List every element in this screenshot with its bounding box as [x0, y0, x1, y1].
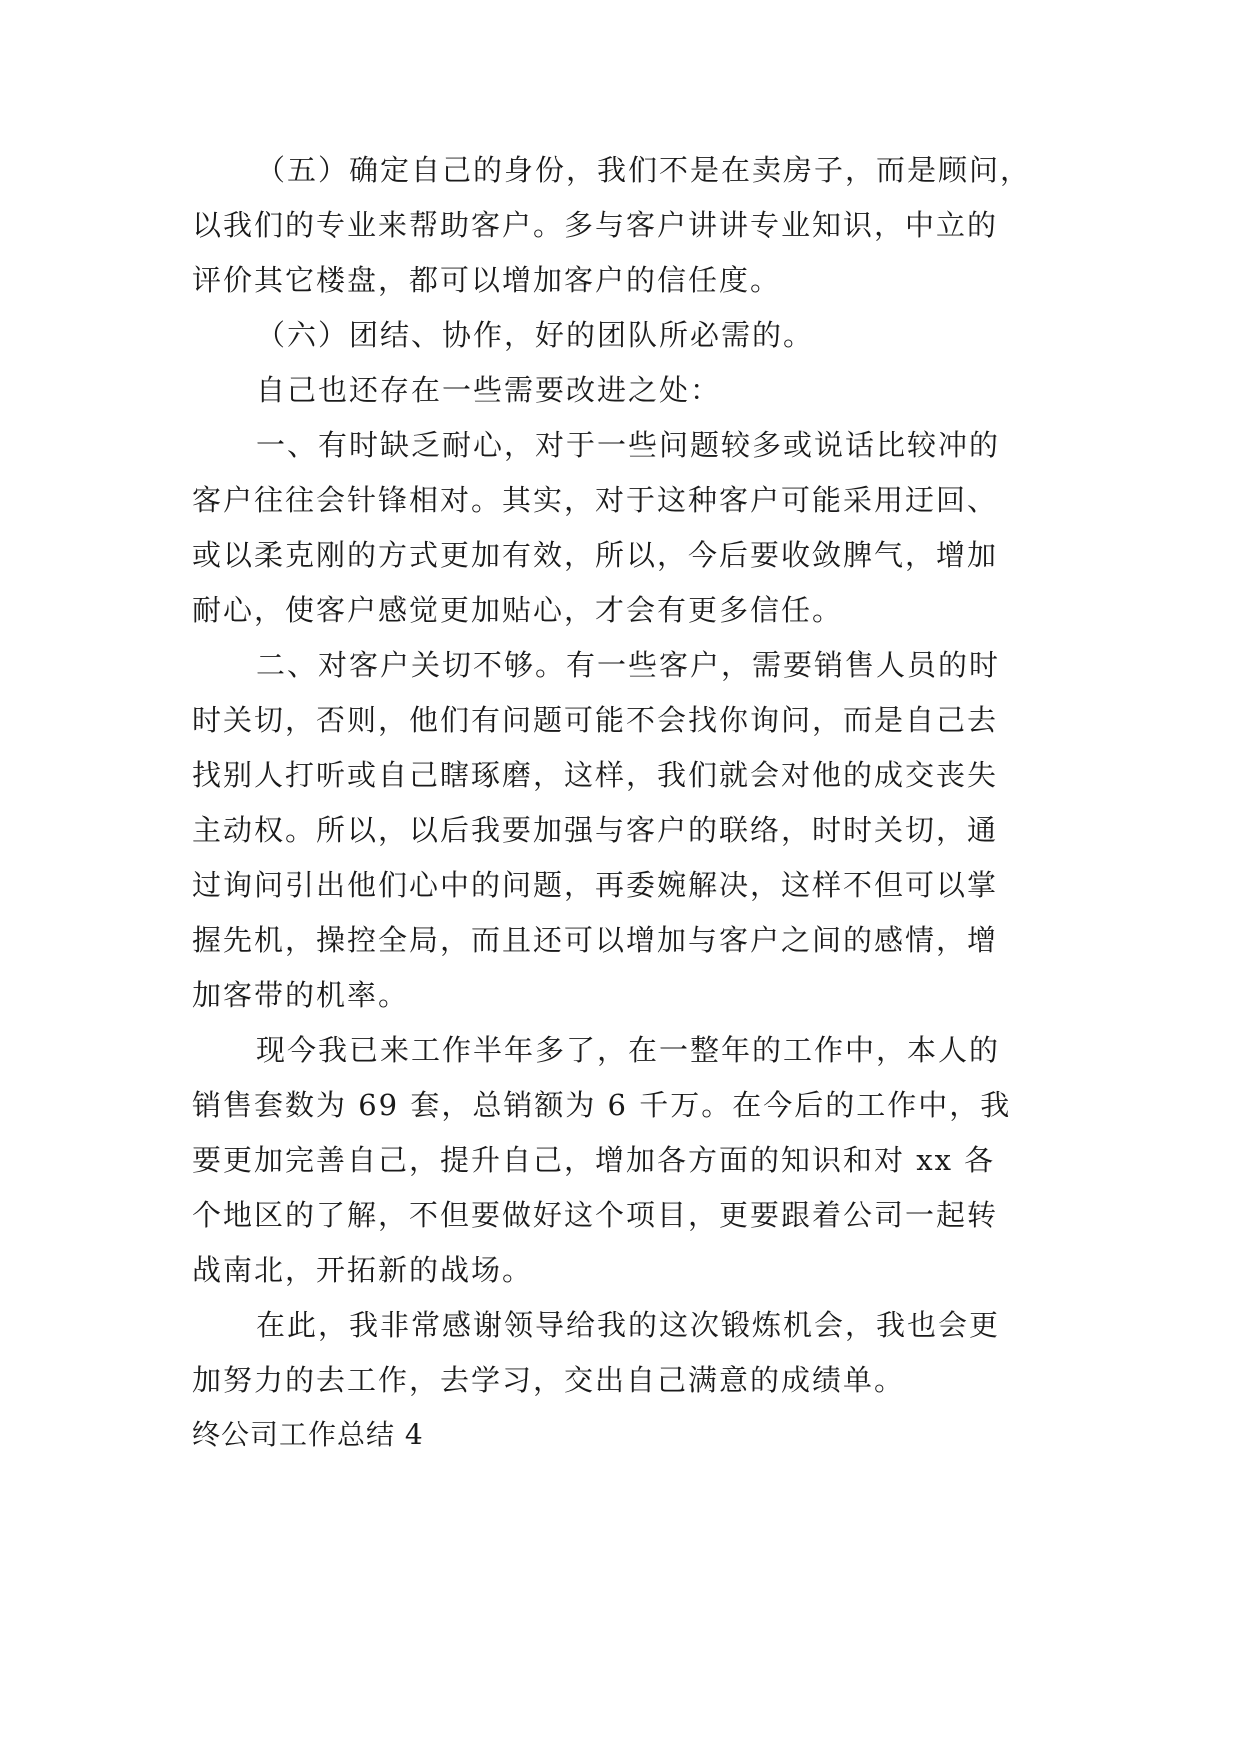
paragraph-line: （六）团结、协作，好的团队所必需的。	[256, 318, 815, 352]
paragraph-line: 个地区的了解，不但要做好这个项目，更要跟着公司一起转	[192, 1198, 999, 1232]
paragraph-line: 销售套数为 69 套，总销额为 6 千万。在今后的工作中，我	[192, 1088, 1012, 1122]
paragraph-line: 主动权。所以，以后我要加强与客户的联络，时时关切，通	[192, 813, 999, 847]
section-heading: 终公司工作总结 4	[192, 1418, 424, 1451]
paragraph-line: 过询问引出他们心中的问题，再委婉解决，这样不但可以掌	[192, 868, 999, 902]
paragraph-line: 战南北，开拓新的战场。	[192, 1253, 534, 1287]
paragraph-line: 自己也还存在一些需要改进之处：	[256, 373, 722, 407]
paragraph-line: 评价其它楼盘，都可以增加客户的信任度。	[192, 263, 782, 297]
paragraph-line: 客户往往会针锋相对。其实，对于这种客户可能采用迂回、	[192, 483, 999, 517]
paragraph-line: 加客带的机率。	[192, 978, 410, 1012]
paragraph-line: （五）确定自己的身份，我们不是在卖房子，而是顾问，	[256, 153, 1032, 187]
paragraph-line: 一、有时缺乏耐心，对于一些问题较多或说话比较冲的	[256, 428, 1001, 462]
paragraph-line: 或以柔克刚的方式更加有效，所以，今后要收敛脾气，增加	[192, 538, 999, 572]
paragraph-line: 在此，我非常感谢领导给我的这次锻炼机会，我也会更	[256, 1308, 1001, 1342]
paragraph-line: 加努力的去工作，去学习，交出自己满意的成绩单。	[192, 1363, 906, 1397]
paragraph-line: 耐心，使客户感觉更加贴心，才会有更多信任。	[192, 593, 844, 627]
paragraph-line: 找别人打听或自己瞎琢磨，这样，我们就会对他的成交丧失	[192, 758, 999, 792]
paragraph-line: 现今我已来工作半年多了，在一整年的工作中，本人的	[256, 1033, 1001, 1067]
paragraph-line: 握先机，操控全局，而且还可以增加与客户之间的感情，增	[192, 923, 999, 957]
paragraph-line: 要更加完善自己，提升自己，增加各方面的知识和对 xx 各	[192, 1143, 996, 1177]
paragraph-line: 二、对客户关切不够。有一些客户，需要销售人员的时	[256, 648, 1001, 682]
paragraph-line: 以我们的专业来帮助客户。多与客户讲讲专业知识，中立的	[192, 208, 999, 242]
paragraph-line: 时关切，否则，他们有问题可能不会找你询问，而是自己去	[192, 703, 999, 737]
